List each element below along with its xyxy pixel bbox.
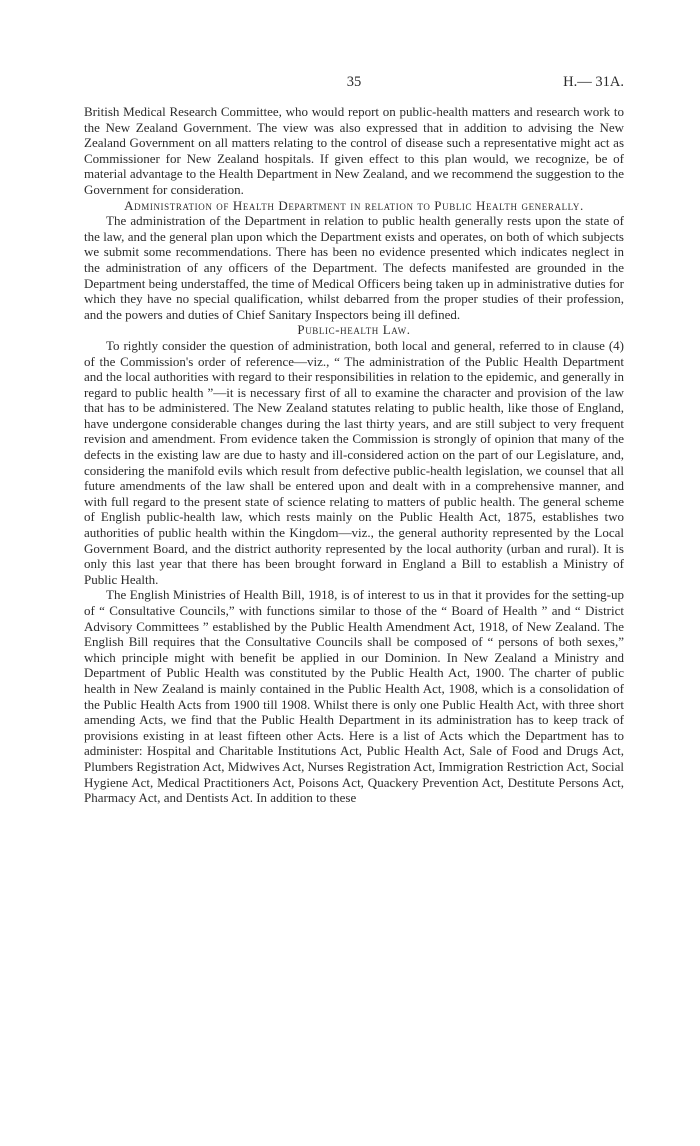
paragraph-ministries-of-health-bill: The English Ministries of Health Bill, 1918, is of interest to us in that it provides for the setting-up of “ Consultative Councils,” with functions similar to those of the “ Board of Health ” and “ District Advisory Committees ” established by the Public Health Amendment Act, 1918, of New Zealand. The English Bill requires that the Consultative Councils shall be composed of “ persons of both sexes,” which principle might with benefit be applied in our Dominion. In New Zealand a Ministry and Department of Public Health was constituted by the Public Health Act, 1900. The charter of public health in New Zealand is mainly contained in the Public Health Act, 1908, which is a consolidation of the Public Health Acts from 1900 till 1908. Whilst there is only one Public Health Act, with three short amending Acts, we find that the Public Health Department in its administration has to keep track of provisions existing in at least fifteen other Acts. Here is a list of Acts which the Department has to administer: Hospital and Charitable Institutions Act, Public Health Act, Sale of Food and Drugs Act, Plumbers Registration Act, Midwives Act, Nurses Registration Act, Immigration Restriction Act, Social Hygiene Act, Medical Practitioners Act, Poisons Act, Quackery Prevention Act, Destitute Persons Act, Pharmacy Act, and Dentists Act. In addition to these bbox=[84, 587, 624, 806]
paragraph-continuation: British Medical Research Committee, who would report on public-health matters and research work to the New Zealand Government. The view was also expressed that in addition to advising the New Zealand Government on all matters relating to the control of disease such a representative might act as Commissioner for New Zealand hospitals. If given effect to this plan would, we recognize, be of material advantage to the Health Department in New Zealand, and we recommend the suggestion to the Government for consideration. bbox=[84, 104, 624, 197]
page-header bbox=[84, 74, 624, 92]
paragraph-public-health-law: To rightly consider the question of administration, both local and general, referred to in clause (4) of the Commission's order of reference—viz., “ The administration of the Public Health Department and the local authorities with regard to their responsibilities in relation to the epidemic, and generally in regard to public health ”—it is necessary first of all to examine the character and provision of the law that has to be administered. The New Zealand statutes relating to public health, like those of England, have undergone considerable changes during the last thirty years, and are still subject to very frequent revision and amendment. From evidence taken the Commission is strongly of opinion that many of the defects in the existing law are due to hasty and ill-considered action on the part of our Legislature, and, considering the manifold evils which result from defective public-health legislation, we counsel that all future amendments of the law shall be entered upon and dealt with in a comprehensive manner, and with full regard to the present state of science relating to matters of public health. The general scheme of English public-health law, which rests mainly on the Public Health Act, 1875, establishes two authorities of public health within the Kingdom—viz., the general authority represented by the Local Government Board, and the district authority represented by the local authority (urban and rural). It is only this last year that there has been brought forward in England a Bill to establish a Ministry of Public Health. bbox=[84, 337, 624, 587]
document-body bbox=[84, 104, 624, 806]
section-heading-public-health-law: Public-health Law. bbox=[297, 322, 411, 338]
paragraph-administration: The administration of the Department in relation to public health generally rests upon the state of the law, and the general plan upon which the Department exists and operates, on both of which subjects we submit some recommendations. There has been no evidence presented which indicates neglect in the administration of any officers of the Department. The defects manifested are grounded in the Department being understaffed, the time of Medical Officers being taken up in administrative duties for which they have no special qualification, whilst debarred from the proper studies of their profession, and the powers and duties of Chief Sanitary Inspectors being ill defined. bbox=[84, 213, 624, 322]
page-number: 35 bbox=[346, 74, 362, 90]
section-heading-administration: Administration of Health Department in relation to Public Health generally. bbox=[124, 197, 584, 213]
report-code: H.— 31A. bbox=[563, 74, 624, 90]
